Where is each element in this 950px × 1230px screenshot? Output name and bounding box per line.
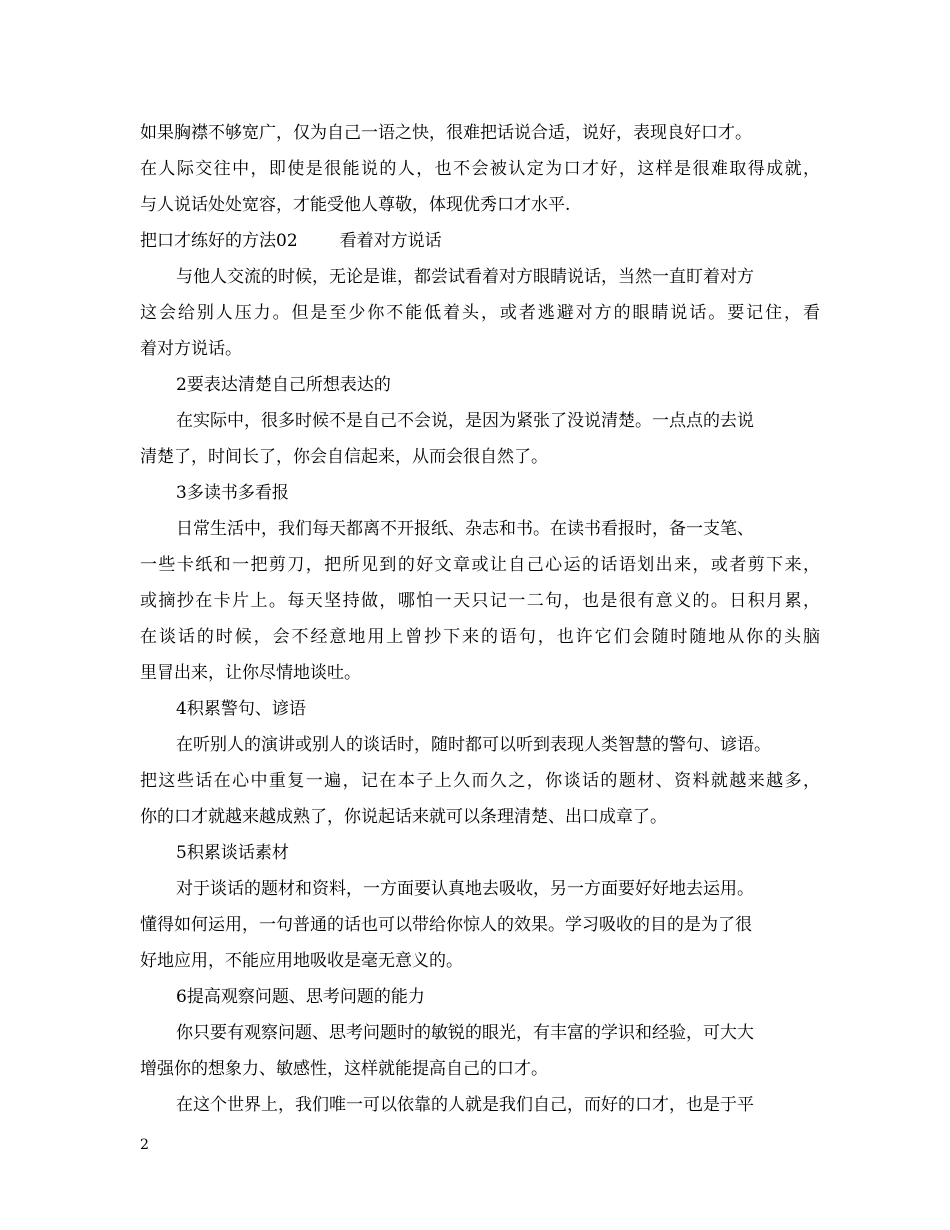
subheading: 5积累谈话素材 (176, 843, 289, 863)
text-line: 在人际交往中，即使是很能说的人，也不会被认定为口才好，这样是很难取得成就， (140, 159, 820, 179)
text-line: 日常生活中，我们每天都离不开报纸、杂志和书。在读书看报时，备一支笔、 (176, 519, 754, 539)
subheading: 6提高观察问题、思考问题的能力 (176, 987, 425, 1007)
section-heading (140, 223, 820, 259)
text-line: 你只要有观察问题、思考问题时的敏锐的眼光，有丰富的学识和经验，可大大 (176, 1023, 754, 1043)
text-line: 你的口才就越来越成熟了，你说起话来就可以条理清楚、出口成章了。 (140, 807, 667, 827)
subheading: 2要表达清楚自己所想表达的 (176, 375, 391, 395)
text-line: 里冒出来，让你尽情地谈吐。 (140, 663, 361, 683)
text-line: 在实际中，很多时候不是自己不会说，是因为紧张了没说清楚。一点点的去说 (176, 411, 754, 431)
text-line: 这会给别人压力。但是至少你不能低着头，或者逃避对方的眼睛说话。要记住，看 (140, 303, 820, 323)
text-line: 懂得如何运用，一句普通的话也可以带给你惊人的效果。学习吸收的目的是为了很 (140, 915, 752, 935)
section-heading-number: 把口才练好的方法02 (140, 231, 298, 251)
text-line: 在谈话的时候，会不经意地用上曾抄下来的语句，也许它们会随时随地从你的头脑 (140, 627, 820, 647)
text-line: 着对方说话。 (140, 339, 242, 359)
text-line: 对于谈话的题材和资料，一方面要认真地去吸收，另一方面要好好地去运用。 (176, 879, 754, 899)
text-line: 好地应用，不能应用地吸收是毫无意义的。 (140, 951, 463, 971)
subheading: 3多读书多看报 (176, 483, 289, 503)
text-line: 把这些话在心中重复一遍，记在本子上久而久之，你谈话的题材、资料就越来越多， (140, 771, 820, 791)
section-heading-title: 看着对方说话 (339, 231, 442, 251)
text-line: 与人说话处处宽容，才能受他人尊敬，体现优秀口才水平. (140, 195, 571, 215)
text-line: 增强你的想象力、敏感性，这样就能提高自己的口才。 (140, 1059, 548, 1079)
document-body (140, 115, 820, 1123)
text-line: 或摘抄在卡片上。每天坚持做，哪怕一天只记一二句，也是很有意义的。日积月累， (140, 591, 820, 611)
text-line: 一些卡纸和一把剪刀，把所见到的好文章或让自己心运的话语划出来，或者剪下来， (140, 555, 820, 575)
text-line: 与他人交流的时候，无论是谁，都尝试看着对方眼睛说话，当然一直盯着对方 (176, 267, 754, 287)
text-line: 清楚了，时间长了，你会自信起来，从而会很自然了。 (140, 447, 548, 467)
text-line: 在这个世界上，我们唯一可以依靠的人就是我们自己，而好的口才，也是于平 (176, 1095, 754, 1115)
text-line: 如果胸襟不够宽广，仅为自己一语之快，很难把话说合适，说好，表现良好口才。 (140, 123, 752, 143)
text-line: 在听别人的演讲或别人的谈话时，随时都可以听到表现人类智慧的警句、谚语。 (176, 735, 771, 755)
page-number: 2 (140, 1137, 149, 1153)
subheading: 4积累警句、谚语 (176, 699, 306, 719)
